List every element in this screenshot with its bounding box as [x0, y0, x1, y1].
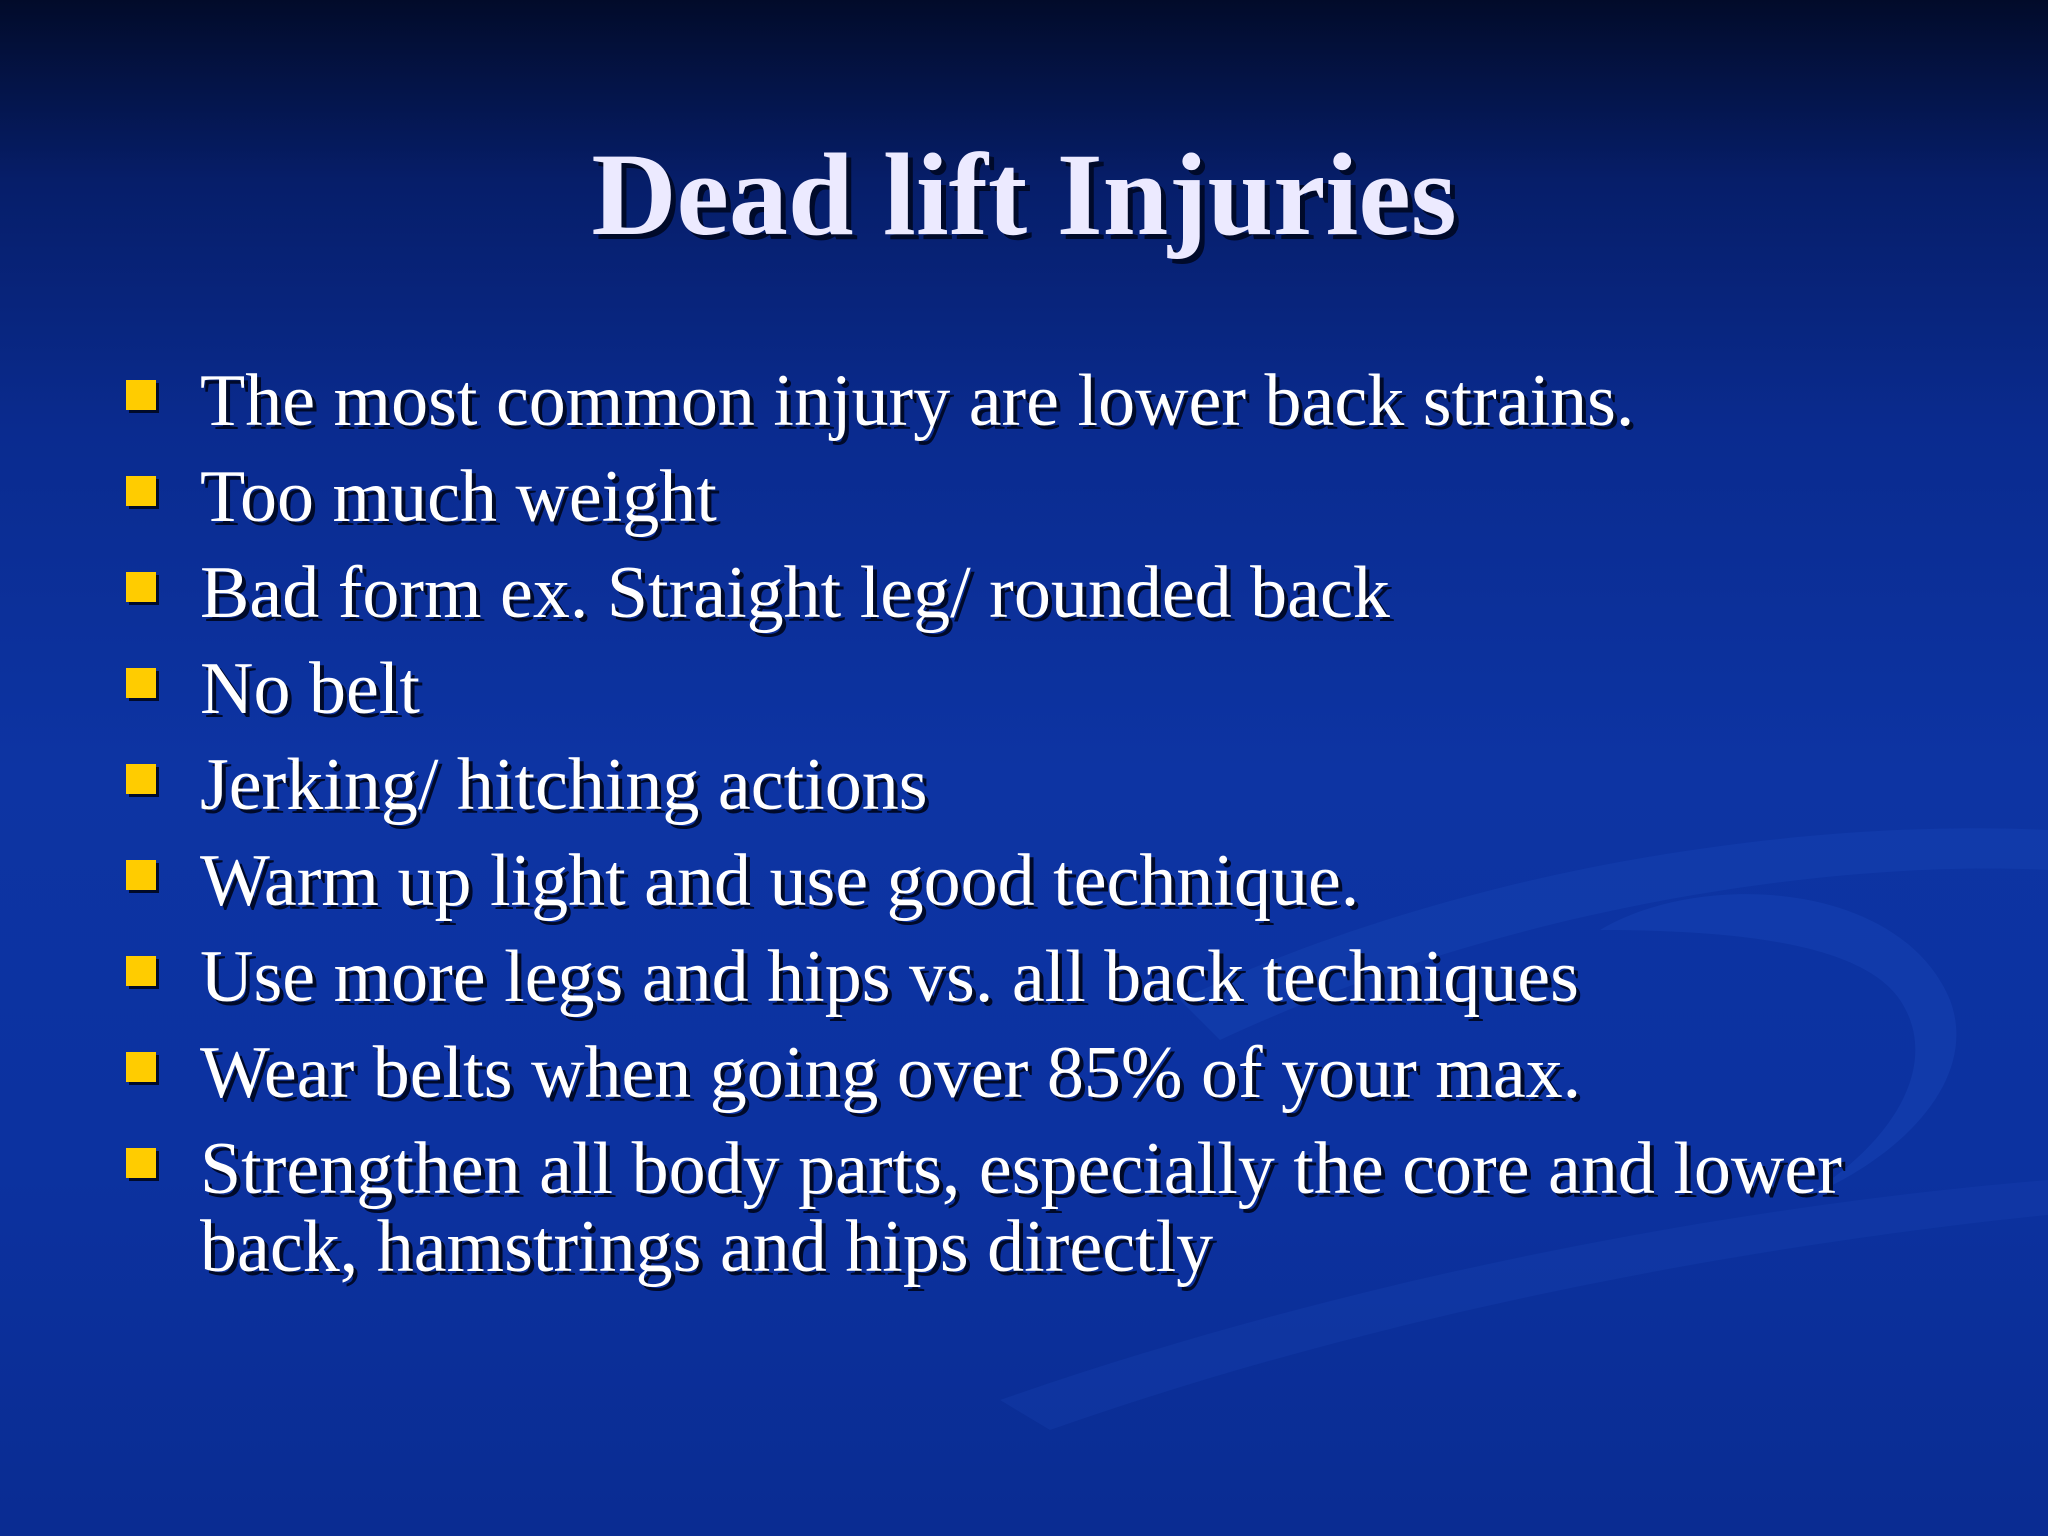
square-bullet-icon — [126, 1148, 156, 1178]
square-bullet-icon — [126, 572, 156, 602]
square-bullet-icon — [126, 956, 156, 986]
bullet-text: Too much weight — [200, 456, 717, 538]
square-bullet-icon — [126, 860, 156, 890]
square-bullet-icon — [126, 668, 156, 698]
square-bullet-icon — [126, 380, 156, 410]
list-item — [126, 746, 1926, 824]
list-item — [126, 458, 1926, 536]
bullet-text: The most common injury are lower back strains. — [200, 360, 1635, 442]
slide-title: Dead lift Injuries — [591, 129, 1457, 260]
list-item — [126, 650, 1926, 728]
bullet-list — [126, 362, 1926, 1304]
list-item — [126, 1034, 1926, 1112]
bullet-text: Warm up light and use good technique. — [200, 840, 1360, 922]
list-item — [126, 842, 1926, 920]
list-item — [126, 938, 1926, 1016]
bullet-text: Wear belts when going over 85% of your max. — [200, 1032, 1582, 1114]
bullet-text: Use more legs and hips vs. all back techniques — [200, 936, 1579, 1018]
bullet-text: No belt — [200, 648, 420, 730]
square-bullet-icon — [126, 764, 156, 794]
list-item — [126, 1130, 2000, 1286]
bullet-text: Strengthen all body parts, especially the core and lower back, hamstrings and hips directly — [200, 1128, 1842, 1288]
list-item — [126, 362, 1926, 440]
square-bullet-icon — [126, 1052, 156, 1082]
square-bullet-icon — [126, 476, 156, 506]
list-item — [126, 554, 1926, 632]
bullet-text: Bad form ex. Straight leg/ rounded back — [200, 552, 1390, 634]
bullet-text: Jerking/ hitching actions — [200, 744, 928, 826]
